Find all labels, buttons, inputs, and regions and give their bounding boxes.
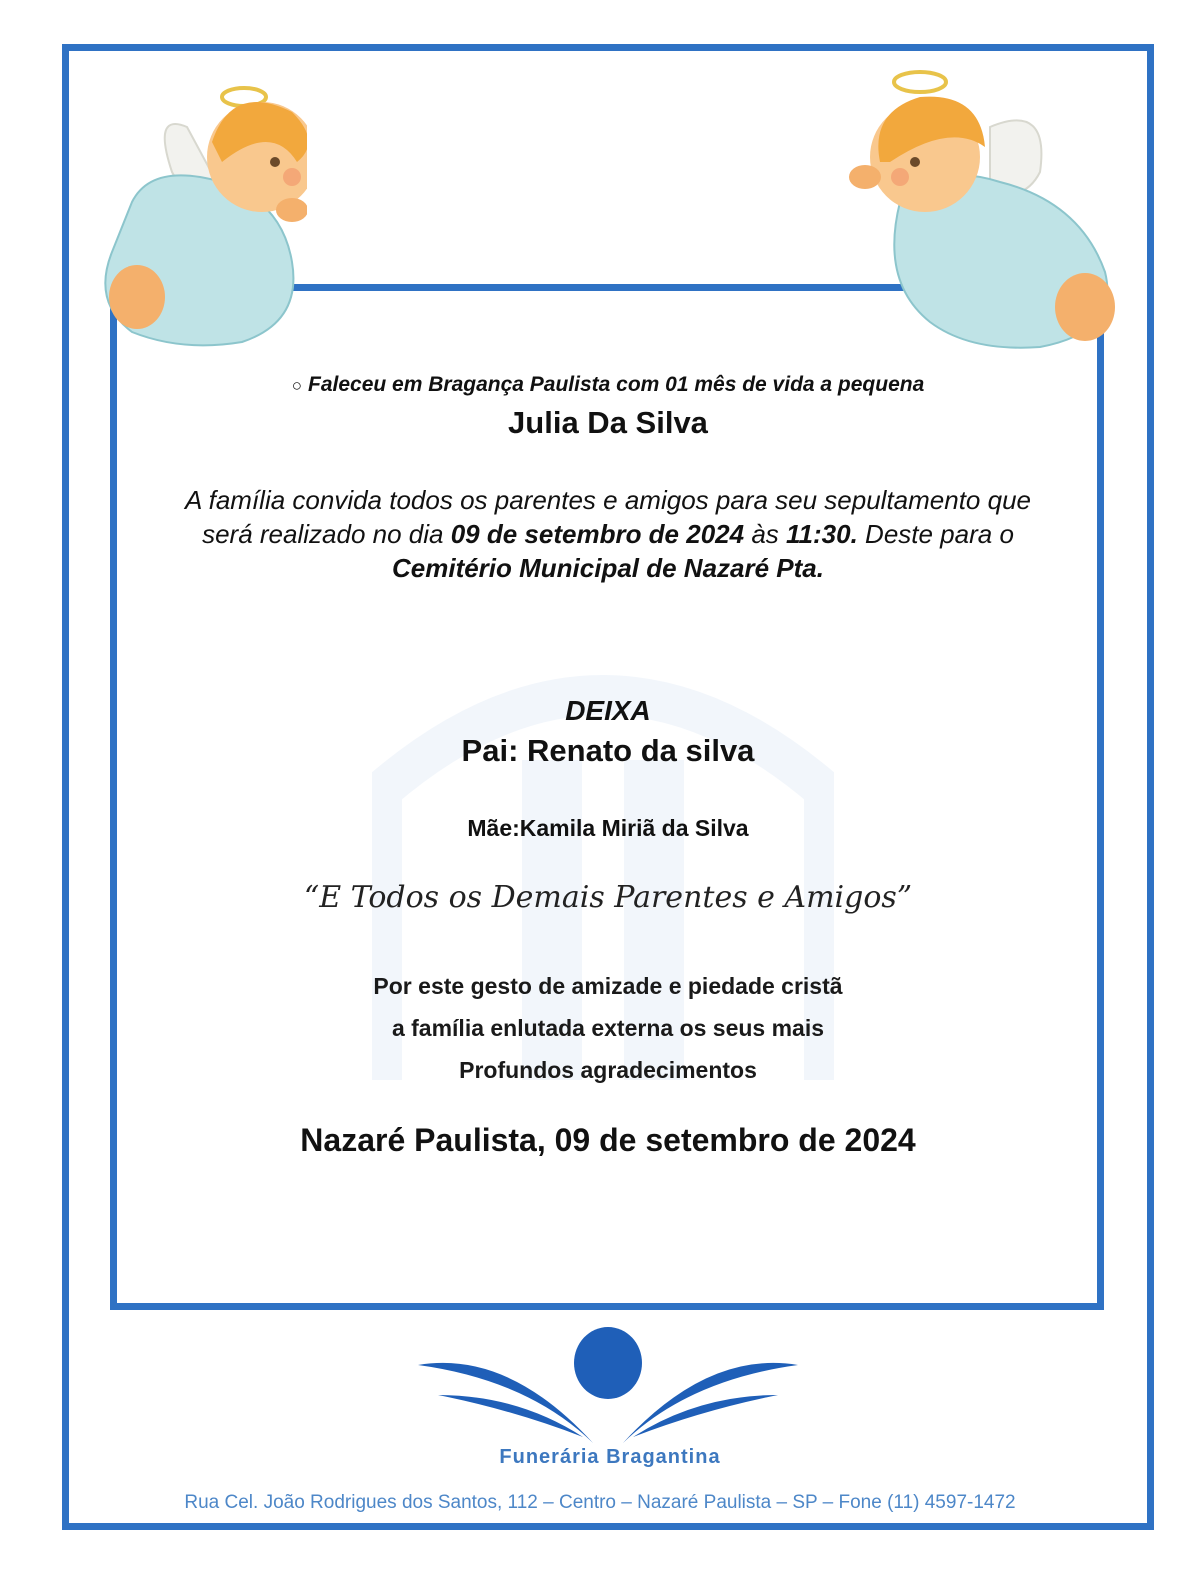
thanks-line-1: Por este gesto de amizade e piedade cristã <box>373 973 843 999</box>
invite-text-1: A família convida todos os parentes e amigos para seu sepultamento que será realizado no dia <box>185 485 1031 549</box>
invite-text-2: às <box>744 519 787 549</box>
invitation-paragraph <box>180 483 1036 585</box>
invite-text-3: Deste para o <box>857 519 1014 549</box>
burial-date: 09 de setembro de 2024 <box>450 519 745 549</box>
deceased-name: Julia Da Silva <box>508 405 708 440</box>
place-date: Nazaré Paulista, 09 de setembro de 2024 <box>300 1122 916 1158</box>
father-name: Pai: Renato da silva <box>461 733 755 768</box>
thanks-line-2: a família enlutada externa os seus mais <box>391 1015 825 1041</box>
intro-line <box>120 373 1096 397</box>
angel-right-icon <box>840 52 1130 352</box>
funeral-home-logo-icon <box>418 1325 798 1445</box>
bullet-icon: ○ <box>291 376 302 395</box>
footer-address: Rua Cel. João Rodrigues dos Santos, 112 – Centro – Nazaré Paulista – SP – Fone (11) 4597-1472 <box>184 1492 1016 1513</box>
burial-time: 11:30. <box>786 519 858 549</box>
mother-name: Mãe:Kamila Miriã da Silva <box>467 815 749 841</box>
burial-place: Cemitério Municipal de Nazaré Pta. <box>391 553 824 583</box>
angel-left-icon <box>92 52 307 352</box>
leaves-label: DEIXA <box>565 695 651 726</box>
thanks-paragraph <box>120 965 1096 1091</box>
quote-line: “E Todos os Demais Parentes e Amigos” <box>303 880 913 915</box>
thanks-line-3: Profundos agradecimentos <box>459 1057 757 1083</box>
brand-name: Funerária Bragantina <box>499 1446 721 1468</box>
intro-text: Faleceu em Bragança Paulista com 01 mês de vida a pequena <box>308 373 925 396</box>
